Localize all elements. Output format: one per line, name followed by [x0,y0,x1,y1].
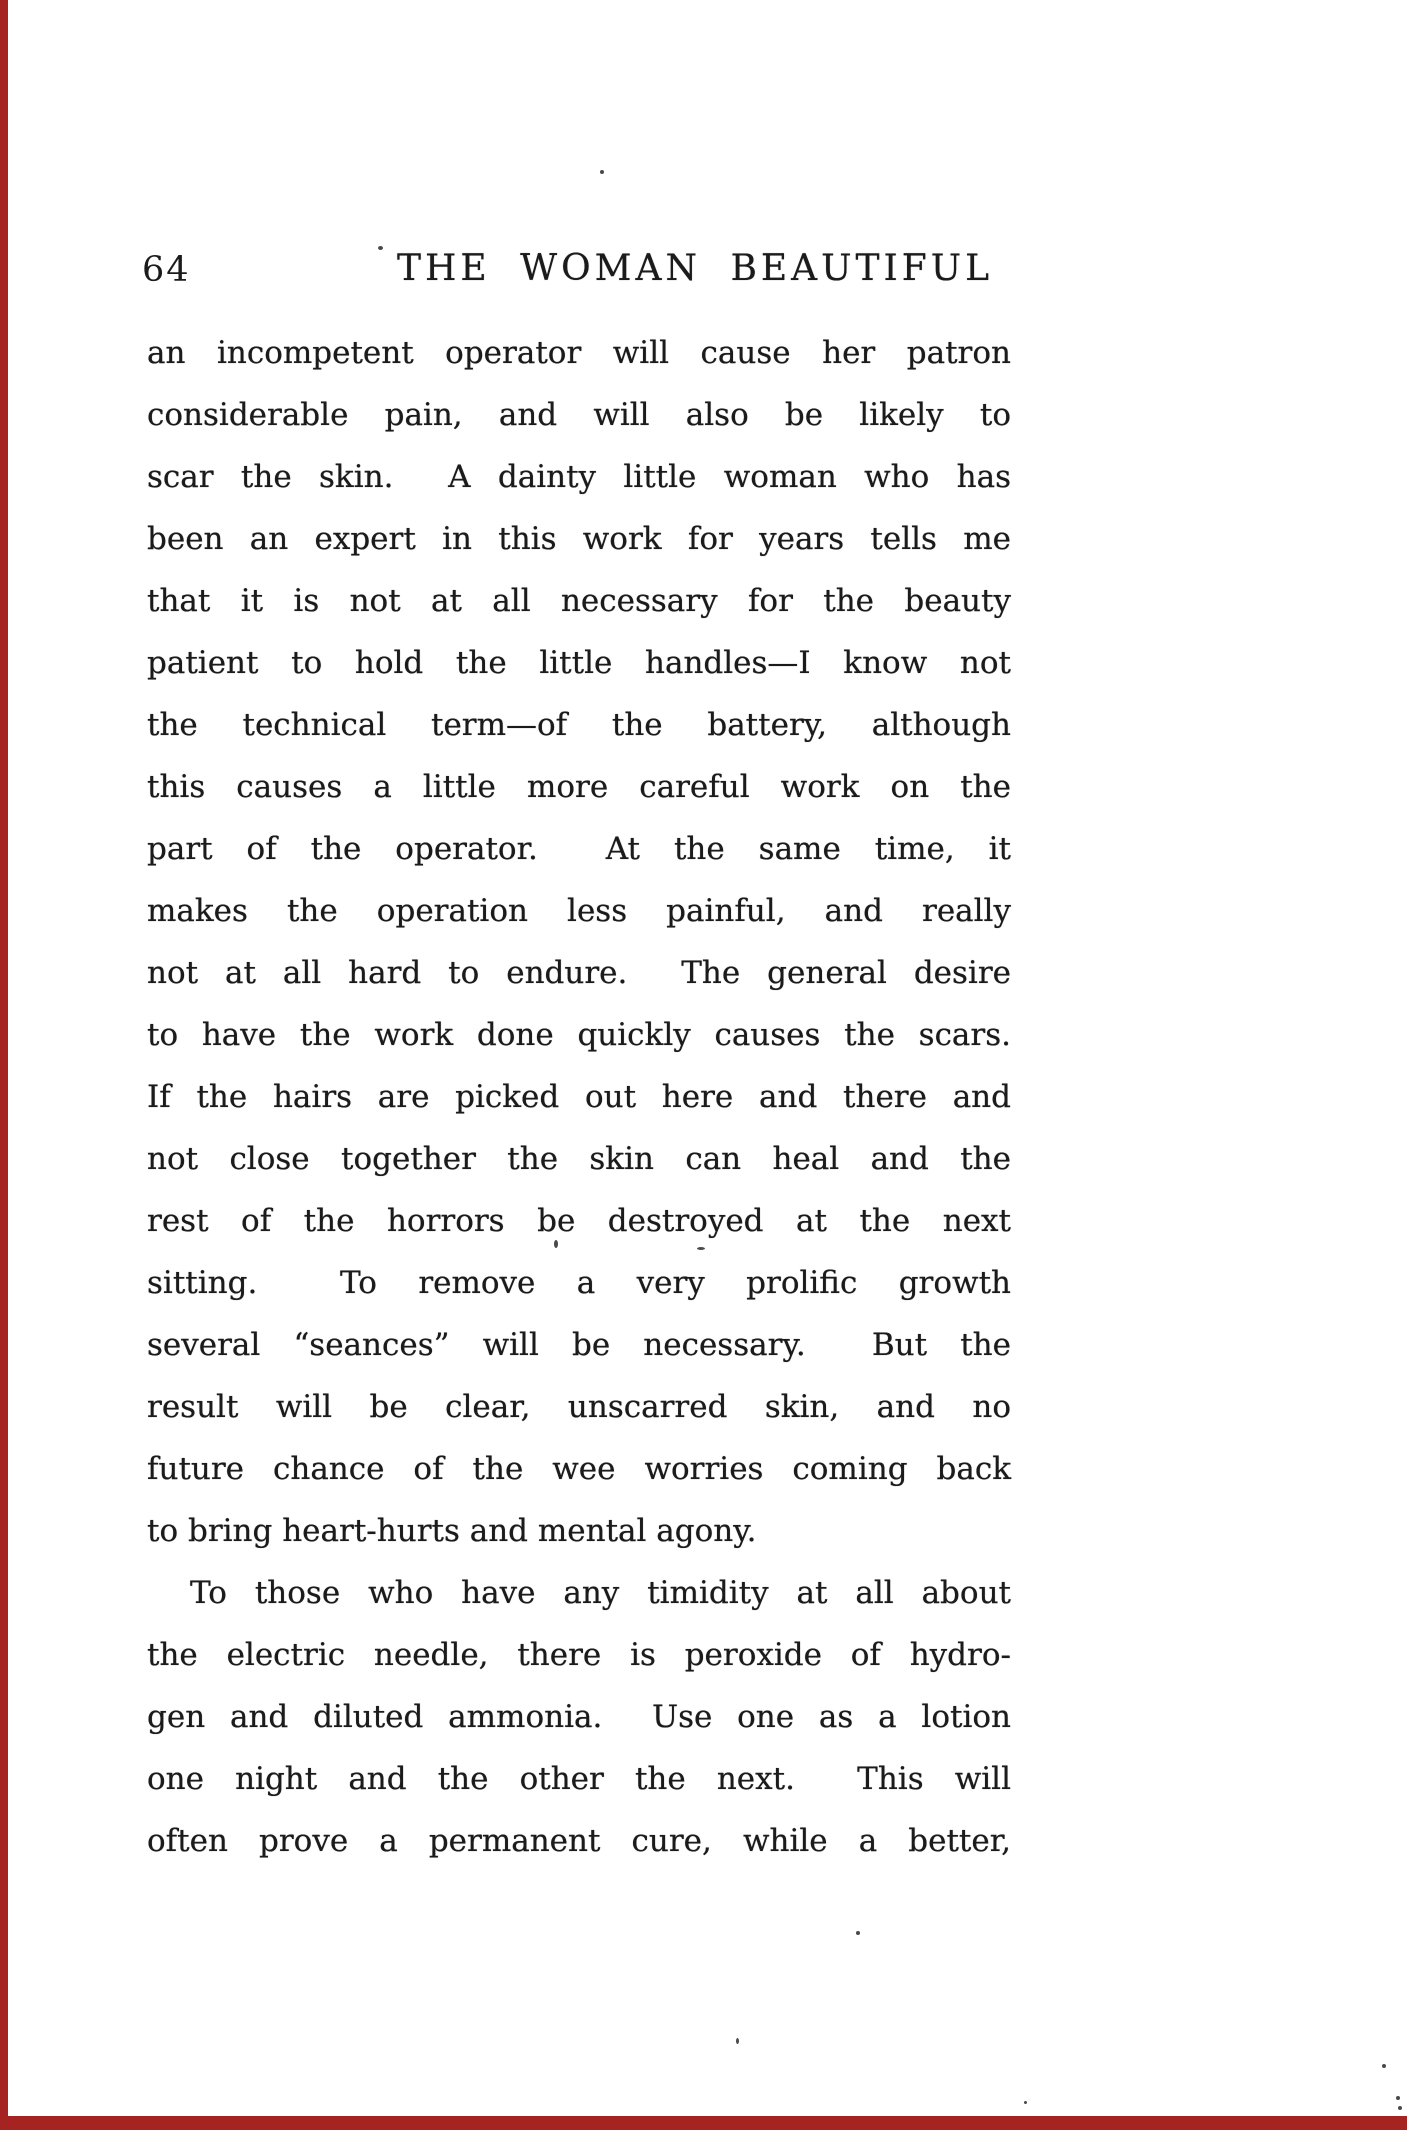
scan-speck [736,2038,739,2044]
text-line: gen and diluted ammonia. Use one as a lotion [147,1699,1011,1735]
text-line: makes the operation less painful, and really [147,893,1011,929]
body-text-block [147,322,1011,1872]
scan-speck [1398,2106,1402,2110]
text-line: scar the skin. A dainty little woman who has [147,459,1011,495]
text-line: that it is not at all necessary for the beauty [147,583,1011,619]
text-line: the electric needle, there is peroxide of hydro- [147,1637,1011,1673]
scan-speck [856,1931,860,1935]
text-line: one night and the other the next. This will [147,1761,1011,1797]
text-line: patient to hold the little handles—I know not [147,645,1011,681]
text-line: not close together the skin can heal and the [147,1141,1011,1177]
text-line: rest of the horrors be destroyed at the next [147,1203,1011,1239]
scan-speck [697,1247,705,1250]
text-line: often prove a permanent cure, while a better, [147,1823,1011,1859]
page-number: 64 [142,250,191,290]
text-line: not at all hard to endure. The general desire [147,955,1011,991]
running-header [140,248,1200,292]
text-line: to have the work done quickly causes the scars. [147,1017,1011,1053]
text-line: If the hairs are picked out here and there and [147,1079,1011,1115]
text-line: an incompetent operator will cause her patron [147,335,1011,371]
text-line-paragraph-start: To those who have any timidity at all about [190,1575,1011,1611]
text-line: this causes a little more careful work on the [147,769,1011,805]
text-line: been an expert in this work for years tells me [147,521,1011,557]
scan-speck [1382,2064,1386,2068]
scan-speck [378,246,383,250]
scan-speck [600,170,604,174]
scan-edge-bottom-red-bar [0,2116,1407,2130]
text-line: part of the operator. At the same time, it [147,831,1011,867]
scan-speck [554,1240,558,1248]
text-line: future chance of the wee worries coming back [147,1451,1011,1487]
text-line-paragraph-end: to bring heart-hurts and mental agony. [147,1513,757,1549]
running-head-title: THE WOMAN BEAUTIFUL [397,248,993,289]
text-line: the technical term—of the battery, although [147,707,1011,743]
text-line: result will be clear, unscarred skin, and no [147,1389,1011,1425]
scan-speck [1024,2101,1027,2104]
text-line: several “seances” will be necessary. But the [147,1327,1011,1363]
scan-edge-left-red-bar [0,0,8,2130]
scan-speck [1396,2096,1400,2100]
text-line: sitting. To remove a very prolific growth [147,1265,1011,1301]
text-line: considerable pain, and will also be likely to [147,397,1011,433]
